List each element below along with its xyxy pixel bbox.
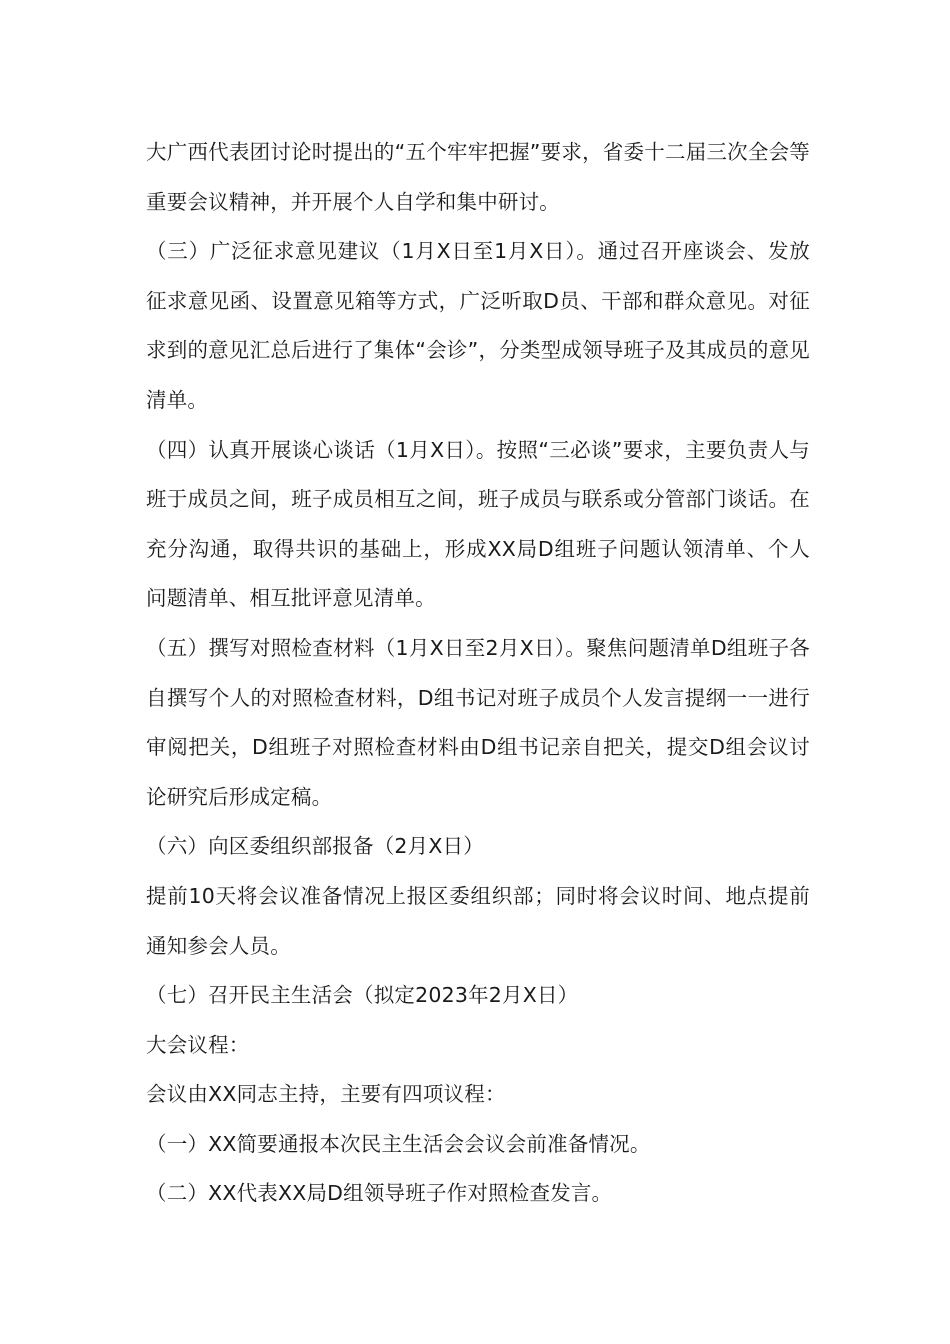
- document-body: [146, 128, 810, 1219]
- paragraph-meeting-heading: （七）召开民主生活会（拟定2023年2月X日）: [146, 983, 579, 1008]
- paragraph-agenda-item-1: （一）XX简要通报本次民主生活会会议会前准备情况。: [146, 1131, 651, 1156]
- paragraph-agenda-intro: 会议由XX同志主持，主要有四项议程：: [146, 1082, 506, 1107]
- paragraph-agenda-item-2: （二）XX代表XX局D组领导班子作对照检查发言。: [146, 1181, 613, 1206]
- paragraph-self-examination-materials: （五）撰写对照检查材料（1月X日至2月X日）。聚焦问题清单D组班子各自撰写个人的对照检查材料，D组书记对班子成员个人发言提纲一一进行审阅把关，D组班子对照检查材料由D组书记亲自把关，提交D组会议讨论研究后形成定稿。: [146, 635, 810, 809]
- paragraph-study-summary: 大广西代表团讨论时提出的“五个牢牢把握”要求，省委十二届三次全会等重要会议精神，并开展个人自学和集中研讨。: [146, 140, 810, 214]
- paragraph-solicit-opinions: （三）广泛征求意见建议（1月X日至1月X日）。通过召开座谈会、发放征求意见函、设置意见箱等方式，广泛听取D员、干部和群众意见。对征求到的意见汇总后进行了集体“会诊”，分类型成领导班子及其成员的意见清单。: [146, 239, 810, 412]
- paragraph-report-heading: （六）向区委组织部报备（2月X日）: [146, 834, 484, 859]
- paragraph-report-details: 提前10天将会议准备情况上报区委组织部；同时将会议时间、地点提前通知参会人员。: [146, 883, 810, 958]
- paragraph-heart-to-heart-talks: （四）认真开展谈心谈话（1月X日）。按照“三必谈”要求，主要负责人与班于成员之间，班子成员相互之间，班子成员与联系或分管部门谈话。在充分沟通，取得共识的基础上，形成XX局D组班子问题认领清单、个人问题清单、相互批评意见清单。: [146, 437, 810, 611]
- paragraph-agenda-label: 大会议程：: [146, 1032, 250, 1057]
